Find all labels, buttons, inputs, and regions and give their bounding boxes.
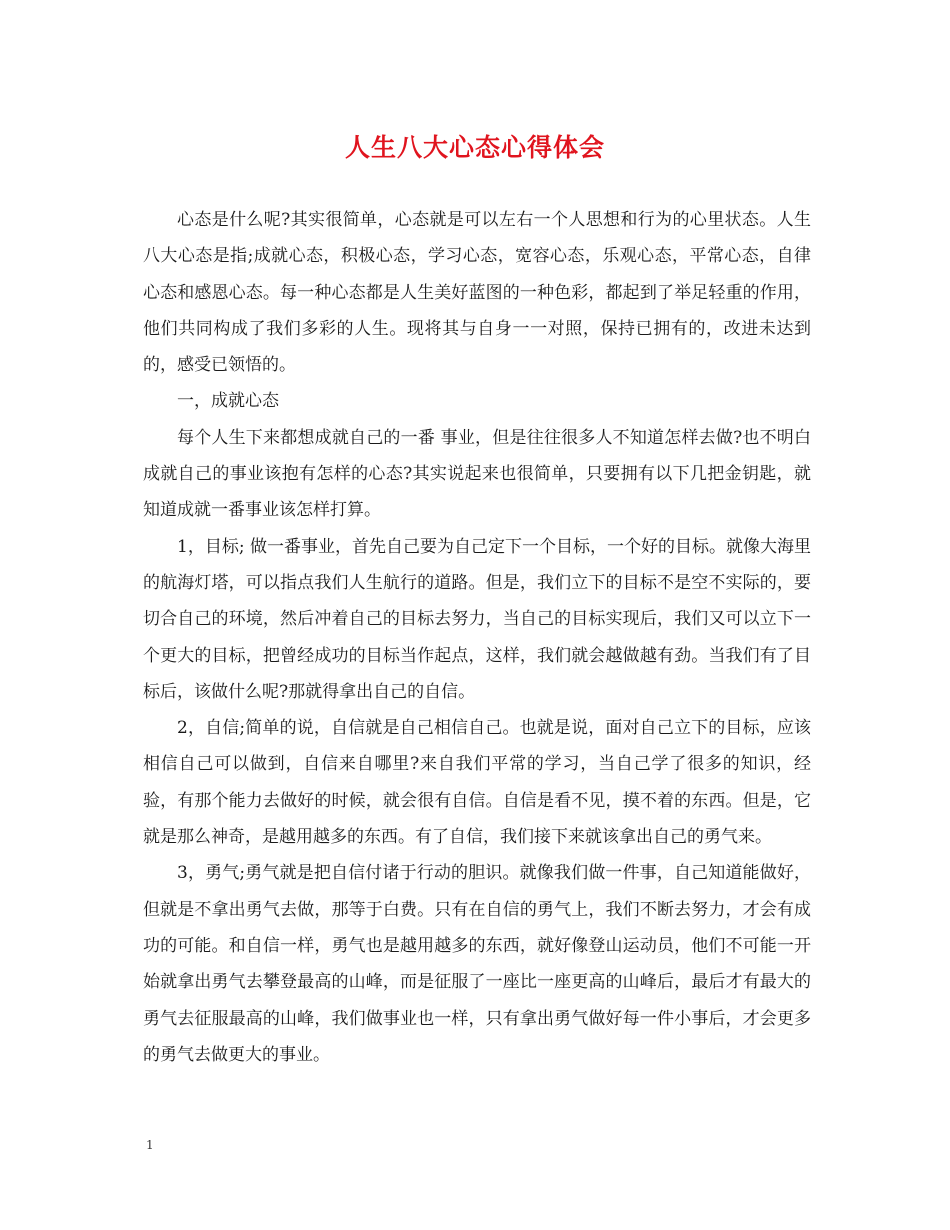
section-heading-achievement: 一，成就心态 xyxy=(177,391,279,412)
paragraph-courage: 3，勇气;勇气就是把自信付诸于行动的胆识。就像我们做一件事，自己知道能做好，但就是不拿出勇气去做，那等于白费。只有在自信的勇气上，我们不断去努力，才会有成功的可能。和自信一样，勇气也是越用越多的东西，就好像登山运动员，他们不可能一开始就拿出勇气去攀登最高的山峰，而是征服了一座比一座更高的山峰后，最后才有最大的勇气去征服最高的山峰，我们做事业也一样，只有拿出勇气做好每一件小事后，才会更多的勇气去做更大的事业。 xyxy=(143,863,811,1065)
page-number: 1 xyxy=(146,1138,154,1152)
document-body xyxy=(143,202,811,1073)
paragraph-confidence: 2，自信;简单的说，自信就是自己相信自己。也就是说，面对自己立下的目标，应该相信自己可以做到，自信来自哪里?来自我们平常的学习，当自己学了很多的知识，经验，有那个能力去做好的时候，就会很有自信。自信是看不见，摸不着的东西。但是，它就是那么神奇，是越用越多的东西。有了自信，我们接下来就该拿出自己的勇气来。 xyxy=(143,718,811,848)
document-title: 人生八大心态心得体会 xyxy=(344,133,605,162)
paragraph-goal: 1，目标; 做一番事业，首先自己要为自己定下一个目标，一个好的目标。就像大海里的航海灯塔，可以指点我们人生航行的道路。但是，我们立下的目标不是空不实际的，要切合自己的环境，然后冲着自己的目标去努力，当自己的目标实现后，我们又可以立下一个更大的目标，把曾经成功的目标当作起点，这样，我们就会越做越有劲。当我们有了目标后，该做什么呢?那就得拿出自己的自信。 xyxy=(143,536,811,702)
paragraph-achievement-intro: 每个人生下来都想成就自己的一番 事业，但是往往很多人不知道怎样去做?也不明白成就自己的事业该抱有怎样的心态?其实说起来也很简单，只要拥有以下几把金钥匙，就知道成就一番事业该怎样打算。 xyxy=(143,427,811,521)
paragraph-intro: 心态是什么呢?其实很简单，心态就是可以左右一个人思想和行为的心里状态。人生八大心态是指;成就心态，积极心态，学习心态，宽容心态，乐观心态，平常心态，自律心态和感恩心态。每一种心态都是人生美好蓝图的一种色彩，都起到了举足轻重的作用，他们共同构成了我们多彩的人生。现将其与自身一一对照，保持已拥有的，改进未达到的，感受已领悟的。 xyxy=(143,210,811,376)
